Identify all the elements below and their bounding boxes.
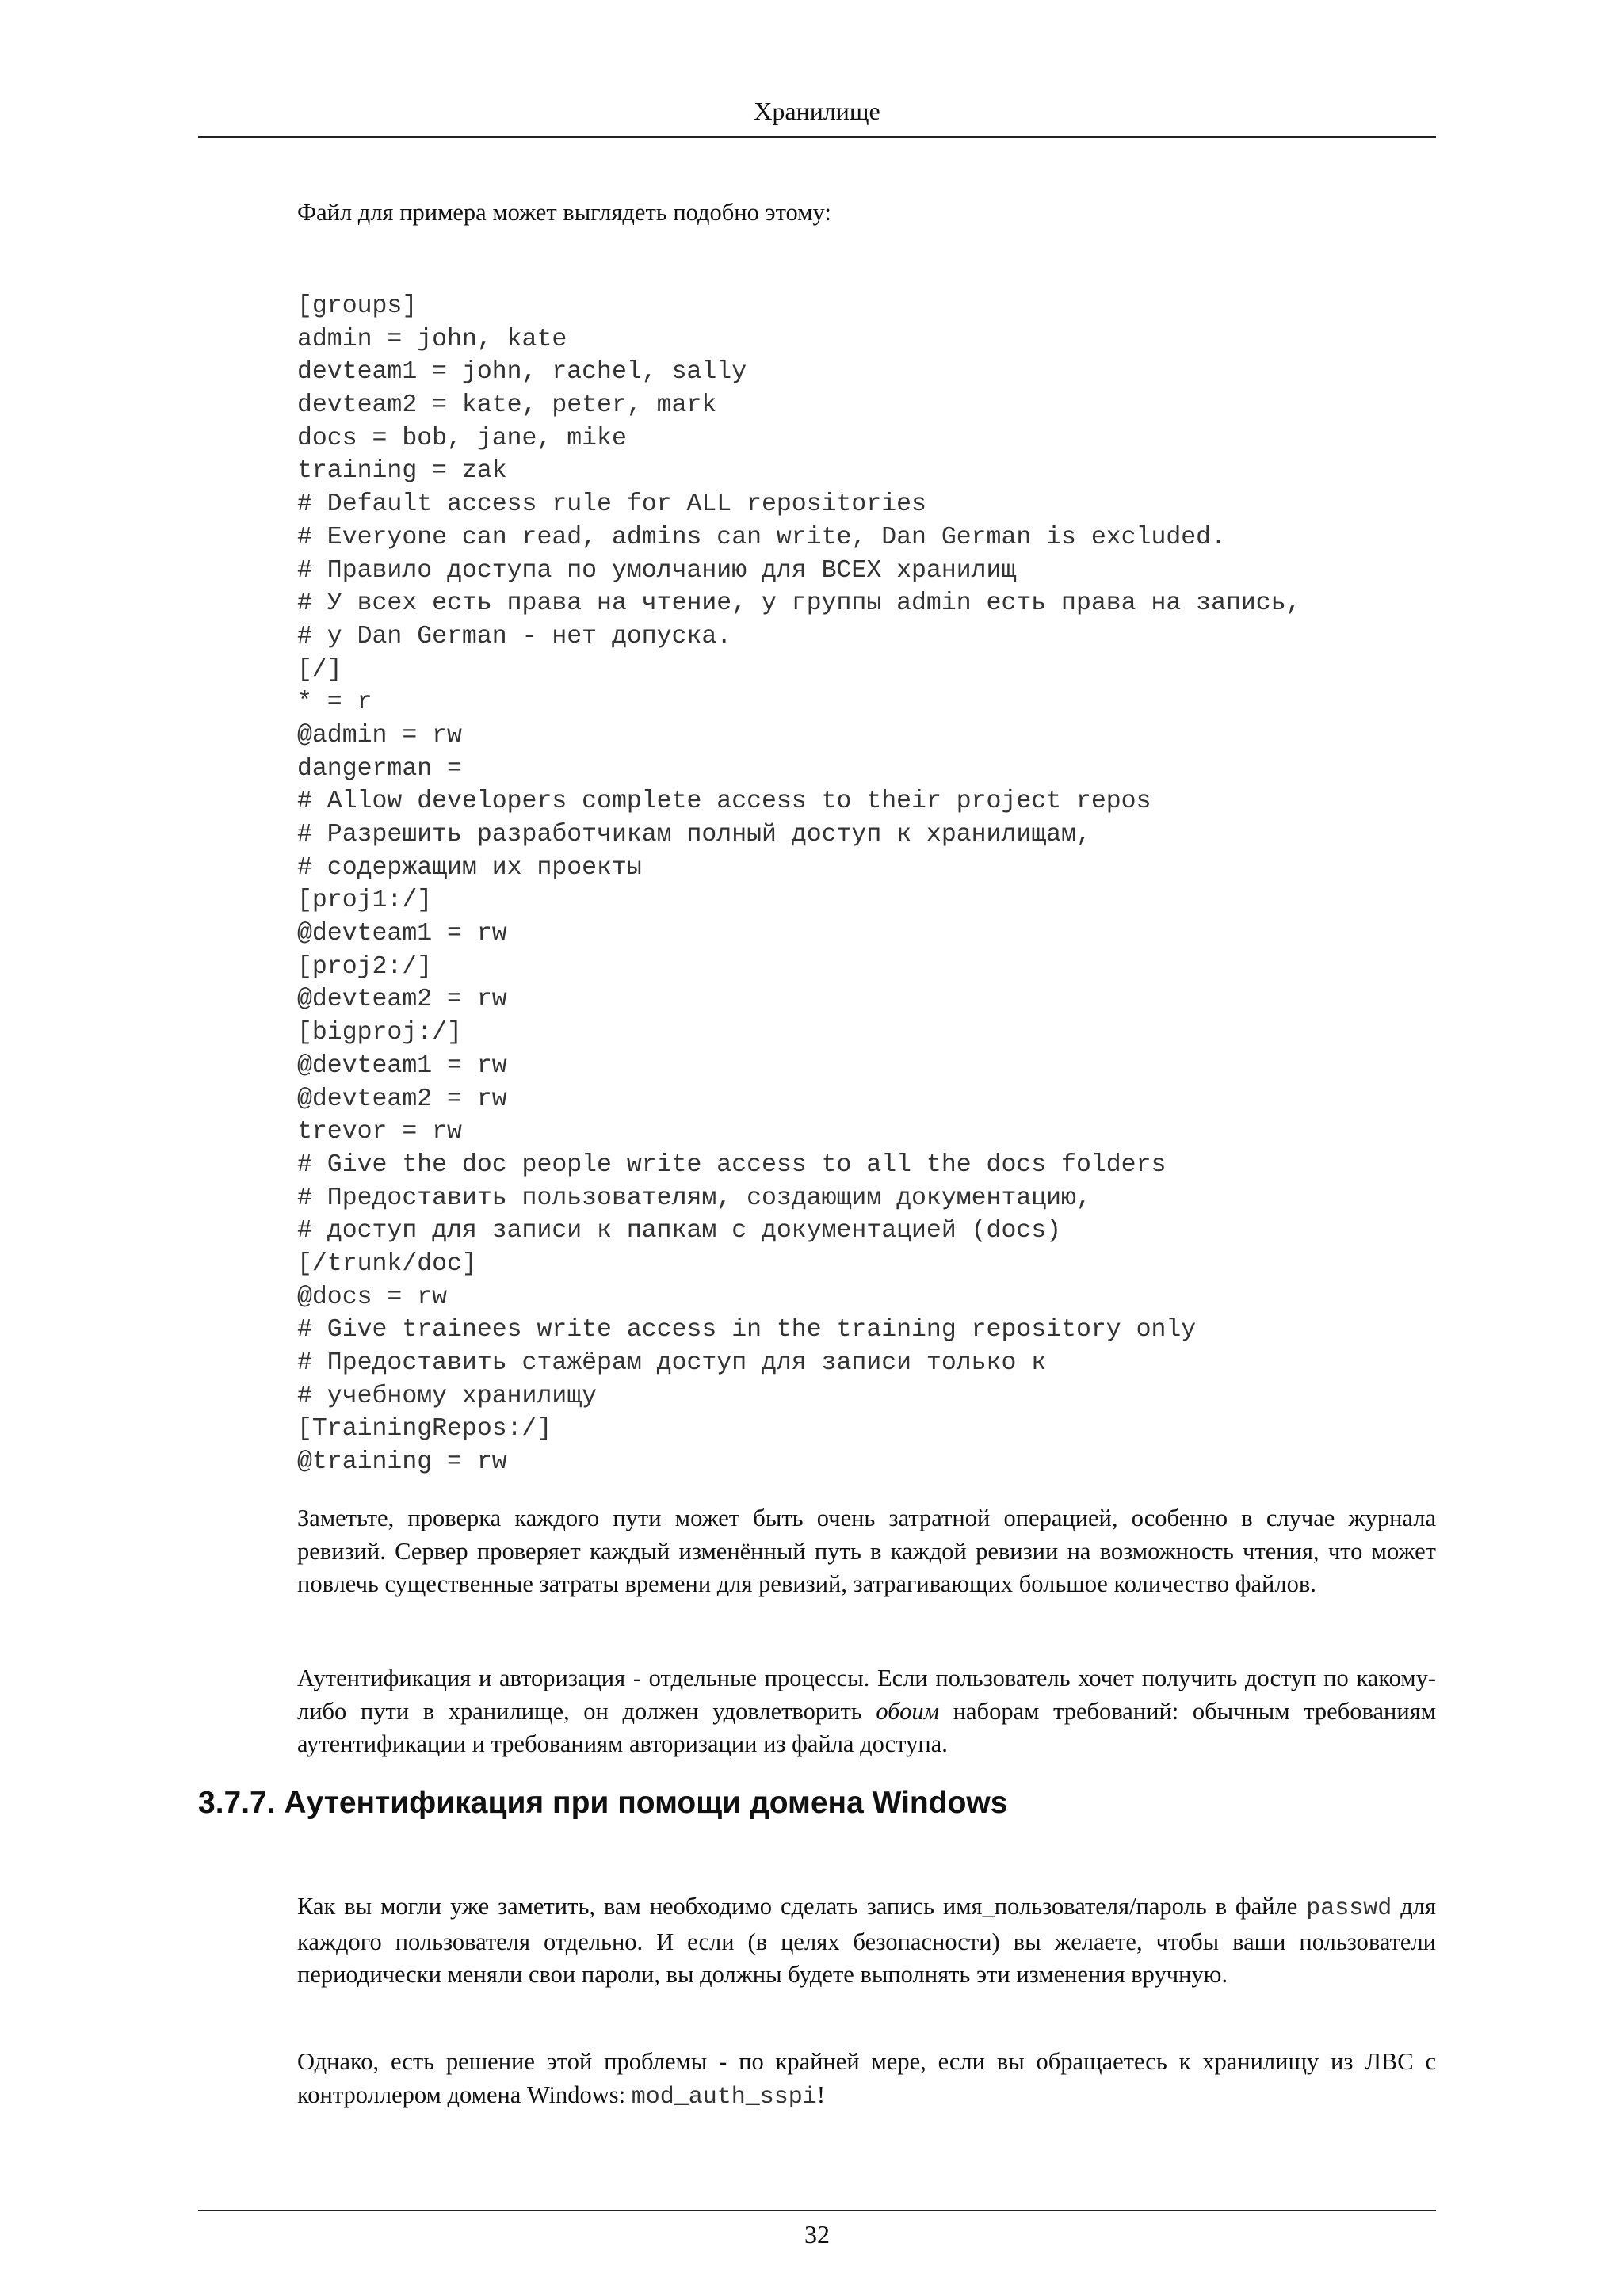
code-line: # у Dan German - нет допуска. (297, 622, 732, 650)
code-line: trevor = rw (297, 1118, 462, 1146)
code-line: # Give trainees write access in the training repository only (297, 1316, 1197, 1344)
code-line: # доступ для записи к папкам с документацией (docs) (297, 1217, 1062, 1245)
code-line: @devteam2 = rw (297, 986, 507, 1014)
footer-rule (198, 2210, 1436, 2211)
performance-note-paragraph: Заметьте, проверка каждого пути может быть очень затратной операцией, особенно в случае журнала ревизий. Сервер проверяет каждый изменённый путь в каждой ревизии на возможность чтения, что может повлечь существенные затраты времени для ревизий, затрагивающих большое количество файлов. (297, 1505, 1436, 1597)
sspi-text: Однако, есть решение этой проблемы - по крайней мере, если вы обращаетесь к хранилищу из ЛВС с контроллером домена Windows: (297, 2048, 1436, 2108)
intro-paragraph: Файл для примера может выглядеть подобно этому: (297, 199, 831, 226)
code-line: [/] (297, 655, 342, 684)
code-line: @training = rw (297, 1448, 507, 1477)
passwd-paragraph (297, 1890, 1436, 1992)
inline-code-passwd: passwd (1306, 1895, 1392, 1922)
code-line: docs = bob, jane, mike (297, 424, 627, 452)
section-heading: 3.7.7. Аутентификация при помощи домена Windows (198, 1786, 1008, 1820)
emphasis-text: обоим (876, 1697, 940, 1725)
code-line: devteam1 = john, rachel, sally (297, 358, 747, 387)
code-line: # учебному хранилищу (297, 1382, 598, 1410)
code-line: @docs = rw (297, 1283, 448, 1311)
code-line: @devteam1 = rw (297, 1051, 507, 1080)
code-line: [/trunk/doc] (297, 1249, 477, 1278)
code-line: # Предоставить стажёрам доступ для записи только к (297, 1349, 1047, 1377)
code-line: training = zak (297, 457, 507, 486)
running-header: Хранилище (754, 97, 880, 125)
code-line: * = r (297, 688, 372, 717)
code-line: @devteam1 = rw (297, 920, 507, 948)
code-line: # Предоставить пользователям, создающим документацию, (297, 1184, 1091, 1212)
code-line: # содержащим их проекты (297, 853, 642, 882)
code-line: [groups] (297, 292, 418, 320)
code-line: [bigproj:/] (297, 1019, 462, 1047)
code-line: [proj2:/] (297, 952, 433, 981)
code-line: @admin = rw (297, 721, 462, 749)
code-line: @devteam2 = rw (297, 1085, 507, 1113)
code-line: [proj1:/] (297, 887, 433, 915)
code-line: dangerman = (297, 754, 462, 783)
code-line: admin = john, kate (297, 325, 567, 353)
page-number: 32 (804, 2220, 830, 2248)
passwd-text-end: для каждого пользователя отдельно. И если (в целях безопасности) вы желаете, чтобы ваши пользователи периодически меняли свои пароли, вы должны будете выполнять эти изменения вручную. (297, 1893, 1436, 1988)
code-line: # У всех есть права на чтение, у группы admin есть права на запись, (297, 589, 1301, 618)
code-line: # Разрешить разработчикам полный доступ к хранилищам, (297, 821, 1091, 849)
code-line: # Everyone can read, admins can write, Dan German is excluded. (297, 523, 1226, 551)
code-block (297, 290, 1301, 1479)
code-line: # Allow developers complete access to their project repos (297, 788, 1151, 816)
code-line: # Give the doc people write access to all the docs folders (297, 1150, 1167, 1179)
sspi-paragraph (297, 2046, 1436, 2114)
sspi-text-end: ! (816, 2081, 825, 2108)
code-line: devteam2 = kate, peter, mark (297, 391, 717, 420)
code-line: [TrainingRepos:/] (297, 1415, 552, 1444)
inline-code-mod-auth-sspi: mod_auth_sspi (631, 2083, 817, 2111)
header-rule (198, 136, 1436, 138)
auth-note-paragraph (297, 1662, 1436, 1761)
passwd-text: Как вы могли уже заметить, вам необходимо сделать запись имя_пользователя/пароль в файле (297, 1893, 1307, 1920)
code-line: # Default access rule for ALL repositories (297, 490, 926, 519)
auth-note-text: Аутентификация и авторизация - отдельные процессы. Если пользователь хочет получить доступ по какому-либо пути в хранилище, он должен удовлетворить (297, 1665, 1436, 1725)
code-line: # Правило доступа по умолчанию для ВСЕХ хранилищ (297, 556, 1017, 585)
auth-note-text-end: наборам требований: обычным требованиям аутентификации и требованиям авторизации из файла доступа. (297, 1697, 1436, 1757)
